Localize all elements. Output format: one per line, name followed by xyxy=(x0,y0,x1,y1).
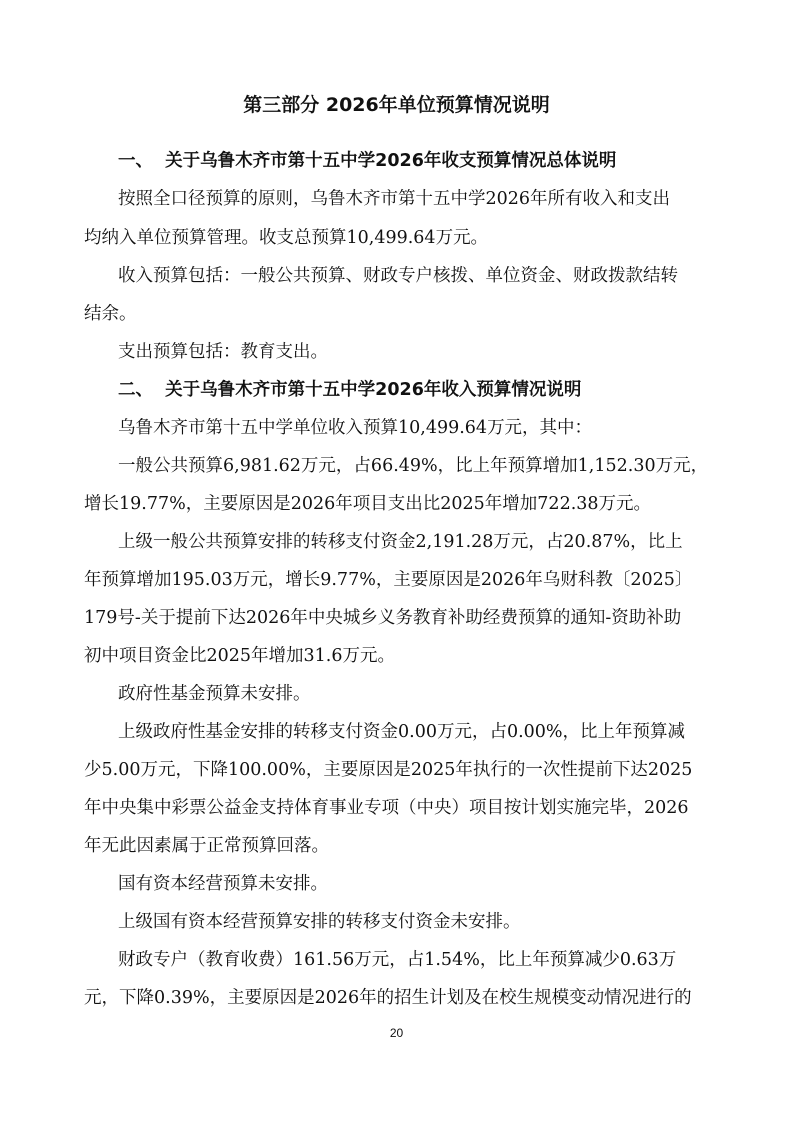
paragraph-line: 财政专户（教育收费）161.56万元，占1.54%，比上年预算减少0.63万 xyxy=(118,950,677,970)
paragraph-line: 乌鲁木齐市第十五中学单位收入预算10,499.64万元，其中： xyxy=(118,418,593,438)
section-heading-1: 一、 关于乌鲁木齐市第十五中学2026年收支预算情况总体说明 xyxy=(118,151,617,171)
paragraph-line: 上级一般公共预算安排的转移支付资金2,191.28万元，占20.87%，比上 xyxy=(118,532,683,552)
paragraph-line: 元，下降0.39%，主要原因是2026年的招生计划及在校生规模变动情况进行的 xyxy=(84,988,692,1008)
paragraph-line: 少5.00万元，下降100.00%，主要原因是2025年执行的一次性提前下达2025 xyxy=(84,760,693,780)
page-title: 第三部分 2026年单位预算情况说明 xyxy=(243,94,550,116)
paragraph-line: 结余。 xyxy=(84,304,137,324)
paragraph-line: 上级国有资本经营预算安排的转移支付资金未安排。 xyxy=(118,912,521,932)
paragraph-line: 初中项目资金比2025年增加31.6万元。 xyxy=(84,646,395,666)
paragraph-line: 按照全口径预算的原则，乌鲁木齐市第十五中学2026年所有收入和支出 xyxy=(118,189,671,209)
paragraph-line: 年预算增加195.03万元，增长9.77%，主要原因是2026年乌财科教〔2025〕 xyxy=(84,570,693,590)
page-number: 20 xyxy=(389,1026,404,1040)
paragraph-line: 支出预算包括：教育支出。 xyxy=(118,342,328,362)
paragraph-line: 国有资本经营预算未安排。 xyxy=(118,874,328,894)
paragraph-line: 一般公共预算6,981.62万元，占66.49%，比上年预算增加1,152.30万元， xyxy=(118,456,709,476)
paragraph-line: 收入预算包括：一般公共预算、财政专户核拨、单位资金、财政拨款结转 xyxy=(118,266,678,286)
paragraph-line: 均纳入单位预算管理。收支总预算10,499.64万元。 xyxy=(84,228,489,248)
section-heading-2: 二、 关于乌鲁木齐市第十五中学2026年收入预算情况说明 xyxy=(118,380,582,400)
paragraph-line: 增长19.77%，主要原因是2026年项目支出比2025年增加722.38万元。 xyxy=(84,494,652,514)
paragraph-line: 年中央集中彩票公益金支持体育事业专项（中央）项目按计划实施完毕，2026 xyxy=(84,798,689,818)
paragraph-line: 年无此因素属于正常预算回落。 xyxy=(84,836,329,856)
paragraph-line: 上级政府性基金安排的转移支付资金0.00万元，占0.00%，比上年预算减 xyxy=(118,722,686,742)
paragraph-line: 179号-关于提前下达2026年中央城乡义务教育补助经费预算的通知-资助补助 xyxy=(84,608,682,628)
paragraph-line: 政府性基金预算未安排。 xyxy=(118,684,311,704)
